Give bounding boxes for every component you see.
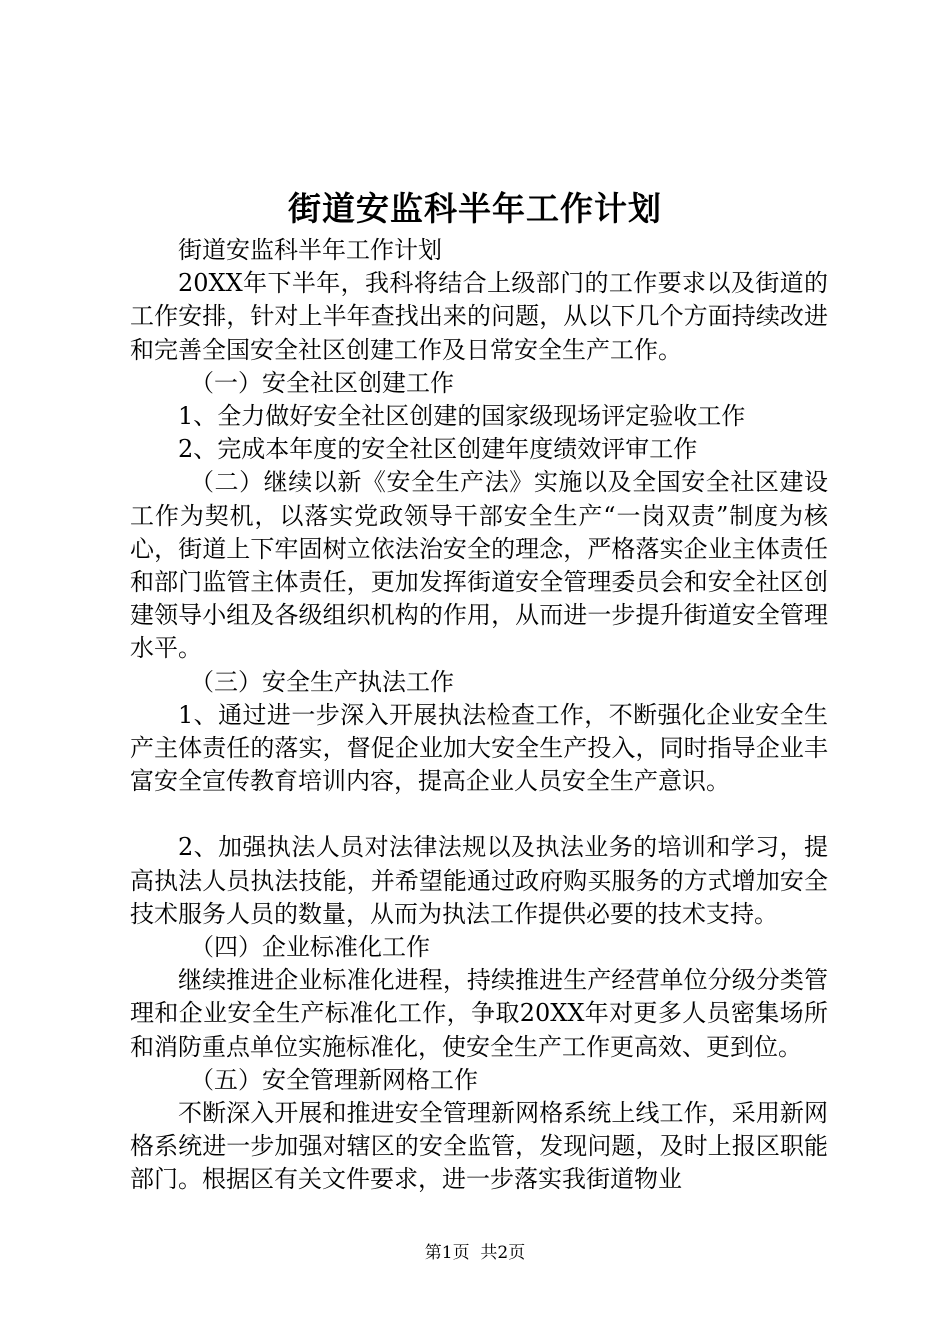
section-heading-5: （五）安全管理新网格工作	[190, 1065, 478, 1094]
paragraph-item: 1、全力做好安全社区创建的国家级现场评定验收工作	[178, 402, 746, 431]
document-title: 街道安监科半年工作计划	[288, 189, 662, 228]
paragraph-item: 1、通过进一步深入开展执法检查工作，不断强化企业安全生产主体责任的落实，督促企业加大安全生产投入，同时指导企业丰富安全宣传教育培训内容，提高企业人员安全生产意识。	[130, 700, 828, 796]
page-number: 第1页	[424, 1243, 470, 1263]
document-body	[130, 234, 828, 1197]
section-heading-4: （四）企业标准化工作	[190, 933, 430, 962]
section-heading-2: （二）继续以新《安全生产法》实施以及全国安全社区建设工作为契机，以落实党政领导干部安全生产“一岗双责”制度为核心，街道上下牢固树立依法治安全的理念，严格落实企业主体责任和部门监管主体责任，更加发挥街道安全管理委员会和安全社区创建领导小组及各级组织机构的作用，从而进一步提升街道安全管理水平。	[130, 468, 828, 663]
paragraph-item: 2、完成本年度的安全社区创建年度绩效评审工作	[178, 435, 698, 464]
paragraph-item: 2、加强执法人员对法律法规以及执法业务的培训和学习，提高执法人员执法技能，并希望能通过政府购买服务的方式增加安全技术服务人员的数量，从而为执法工作提供必要的技术支持。	[130, 833, 828, 928]
section-heading-3: （三）安全生产执法工作	[190, 667, 454, 696]
paragraph-body: 不断深入开展和推进安全管理新网格系统上线工作，采用新网格系统进一步加强对辖区的安全监管，发现问题，及时上报区职能部门。根据区有关文件要求，进一步落实我街道物业	[130, 1099, 828, 1194]
paragraph-subtitle: 街道安监科半年工作计划	[178, 236, 442, 264]
paragraph-intro: 20XX年下半年，我科将结合上级部门的工作要求以及街道的工作安排，针对上半年查找出来的问题，从以下几个方面持续改进和完善全国安全社区创建工作及日常安全生产工作。	[130, 269, 828, 364]
page-total: 共2页	[480, 1243, 526, 1263]
paragraph-body: 继续推进企业标准化进程，持续推进生产经营单位分级分类管理和企业安全生产标准化工作，争取20XX年对更多人员密集场所和消防重点单位实施标准化，使安全生产工作更高效、更到位。	[130, 966, 828, 1061]
page-footer	[0, 1241, 950, 1265]
section-heading-1: （一）安全社区创建工作	[190, 368, 454, 397]
